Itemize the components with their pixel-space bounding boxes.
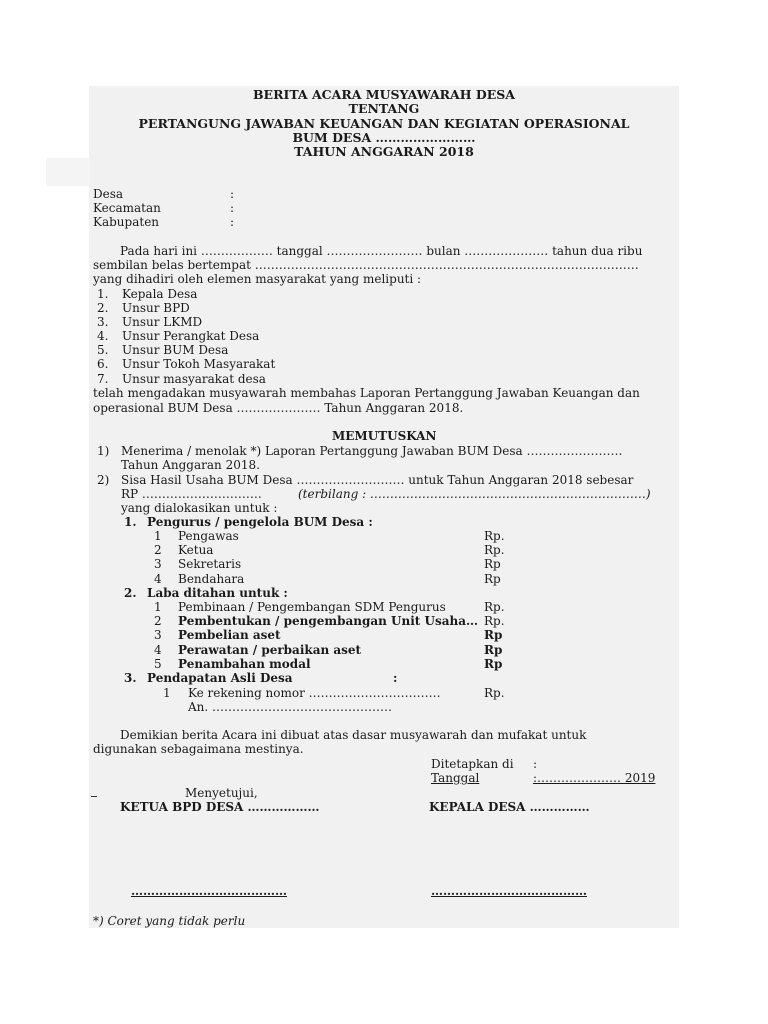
allocation-item-num: 2 <box>154 543 162 557</box>
attendee-item: Kepala Desa <box>122 287 198 301</box>
doc-subject: PERTANGUNG JAWABAN KEUANGAN DAN KEGIATAN OPERASIONAL <box>138 116 630 131</box>
attendee-num: 5. <box>97 343 109 357</box>
allocation-2-title: Laba ditahan untuk : <box>147 586 288 600</box>
decision-1-line-1: Menerima / menolak *) Laporan Pertanggung Jawaban BUM Desa …………………… <box>121 444 623 458</box>
decision-2-terbilang: (terbilang : ……………………………………………………………) <box>298 487 651 501</box>
doc-bum-desa: BUM DESA …………………… <box>292 130 476 145</box>
allocation-item-rp: Rp. <box>484 686 505 700</box>
label-desa: Desa <box>93 187 124 201</box>
allocation-item-num: 1 <box>154 529 162 543</box>
allocation-3-colon: : <box>393 671 398 685</box>
discussion-line-2: operasional BUM Desa ………………… Tahun Anggaran 2018. <box>93 401 464 415</box>
allocation-item-label: Ketua <box>178 543 214 557</box>
decision-2-rp: RP ………………………… <box>121 487 262 501</box>
attendee-num: 7. <box>97 372 109 386</box>
allocation-1-num: 1. <box>124 515 137 529</box>
allocation-item-rp: Rp <box>484 643 503 657</box>
doc-title: BERITA ACARA MUSYAWARAH DESA <box>252 87 516 102</box>
tanggal-value: :………………… 2019 <box>533 771 656 785</box>
allocation-item-num: 3 <box>154 557 162 571</box>
intro-line-1: Pada hari ini ……………… tanggal …………………… bulan ………………… tahun dua ribu <box>120 244 643 258</box>
attendee-item: Unsur LKMD <box>122 315 203 329</box>
decision-2-num: 2) <box>97 473 110 487</box>
allocation-item-num: 3 <box>154 628 162 642</box>
decision-2-line-1: Sisa Hasil Usaha BUM Desa ……………………… untuk Tahun Anggaran 2018 sebesar <box>121 473 634 487</box>
allocation-item-label: An. ……………………………………… <box>188 700 393 714</box>
ketua-bpd-title: KETUA BPD DESA ……………… <box>120 800 320 814</box>
closing-line-1: Demikian berita Acara ini dibuat atas dasar musyawarah dan mufakat untuk <box>120 728 587 742</box>
attendee-num: 1. <box>97 287 109 301</box>
colon-kabupaten: : <box>230 215 235 229</box>
kepala-desa-title: KEPALA DESA …………… <box>429 800 590 814</box>
intro-line-2: sembilan belas bertempat …………………………………………………………………………………… <box>93 258 639 272</box>
allocation-item-rp: Rp. <box>484 543 505 557</box>
tanggal-label: Tanggal <box>431 771 480 785</box>
intro-line-3: yang dihadiri oleh elemen masyarakat yang meliputi : <box>93 272 422 286</box>
allocation-item-label: Penambahan modal <box>178 657 311 671</box>
attendee-item: Unsur BPD <box>122 301 190 315</box>
attendee-item: Unsur Tokoh Masyarakat <box>122 357 276 371</box>
allocation-item-label: Pengawas <box>178 529 239 543</box>
allocation-3-num: 3. <box>124 671 137 685</box>
allocation-item-rp: Rp <box>484 628 503 642</box>
kepala-desa-signature-line: ………………………………… <box>431 884 587 898</box>
allocation-item-label: Perawatan / perbaikan aset <box>178 643 362 657</box>
allocation-item-label: Ke rekening nomor …………………………… <box>188 686 441 700</box>
allocation-item-label: Pembentukan / pengembangan Unit Usaha… <box>178 614 478 628</box>
allocation-item-label: Pembelian aset <box>178 628 281 642</box>
ditetapkan-label: Ditetapkan di <box>431 757 514 771</box>
allocation-item-num: 1 <box>154 600 162 614</box>
decision-2-line-3: yang dialokasikan untuk : <box>121 501 278 515</box>
attendee-num: 6. <box>97 357 109 371</box>
attendee-item: Unsur masyarakat desa <box>122 372 266 386</box>
margin-dash <box>91 796 97 797</box>
allocation-item-rp: Rp <box>484 572 501 586</box>
decision-1-num: 1) <box>97 444 110 458</box>
allocation-item-rp: Rp. <box>484 529 505 543</box>
decision-heading: MEMUTUSKAN <box>332 429 437 443</box>
allocation-item-label: Sekretaris <box>178 557 242 571</box>
allocation-item-rp: Rp <box>484 657 503 671</box>
allocation-item-rp: Rp. <box>484 600 505 614</box>
menyetujui-label: Menyetujui, <box>185 786 258 800</box>
label-kecamatan: Kecamatan <box>93 201 161 215</box>
attendee-num: 3. <box>97 315 109 329</box>
doc-title-tentang: TENTANG <box>348 101 420 116</box>
allocation-item-label: Bendahara <box>178 572 245 586</box>
allocation-item-rp: Rp <box>484 557 501 571</box>
allocation-item-label: Pembinaan / Pengembangan SDM Pengurus <box>178 600 446 614</box>
attendee-item: Unsur Perangkat Desa <box>122 329 260 343</box>
allocation-item-num: 2 <box>154 614 162 628</box>
allocation-item-num: 5 <box>154 657 162 671</box>
allocation-item-num: 1 <box>163 686 171 700</box>
allocation-item-num: 4 <box>154 572 162 586</box>
discussion-line-1: telah mengadakan musyawarah membahas Laporan Pertanggung Jawaban Keuangan dan <box>93 386 640 400</box>
attendee-item: Unsur BUM Desa <box>122 343 229 357</box>
decision-1-line-2: Tahun Anggaran 2018. <box>121 458 260 472</box>
allocation-item-rp: Rp. <box>484 614 505 628</box>
label-kabupaten: Kabupaten <box>93 215 160 229</box>
allocation-item-num: 4 <box>154 643 162 657</box>
allocation-2-num: 2. <box>124 586 137 600</box>
allocation-3-title: Pendapatan Asli Desa <box>147 671 293 685</box>
scan-shadow <box>46 158 90 186</box>
colon-kecamatan: : <box>230 201 235 215</box>
footnote: *) Coret yang tidak perlu <box>93 914 246 928</box>
attendee-num: 2. <box>97 301 109 315</box>
doc-year: TAHUN ANGGARAN 2018 <box>294 144 474 159</box>
ketua-bpd-signature-line: ………………………………… <box>131 884 287 898</box>
colon-desa: : <box>230 187 235 201</box>
closing-line-2: digunakan sebagaimana mestinya. <box>93 742 304 756</box>
ditetapkan-colon: : <box>533 757 538 771</box>
allocation-1-title: Pengurus / pengelola BUM Desa : <box>147 515 373 529</box>
attendee-num: 4. <box>97 329 109 343</box>
